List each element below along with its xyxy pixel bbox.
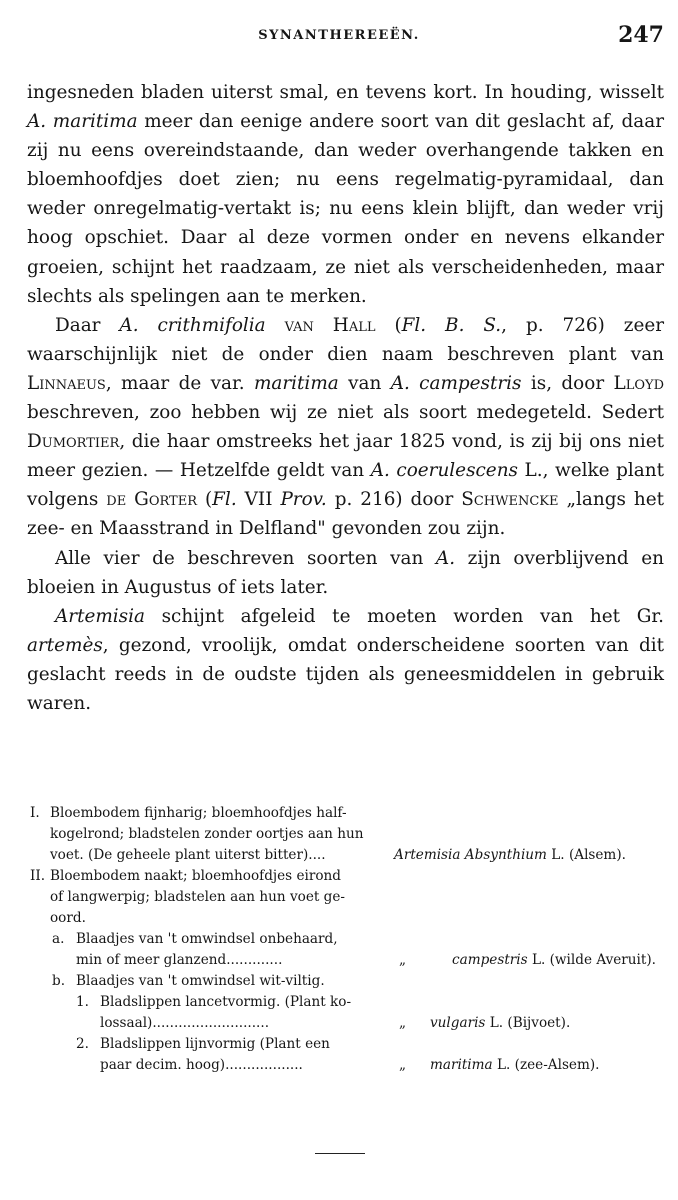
author-common-name: L. (zee-Alsem). bbox=[492, 1057, 600, 1073]
key-line: oord. bbox=[50, 910, 86, 926]
key-description bbox=[50, 866, 345, 929]
key-line: voet. (De geheele plant uiterst bitter).... bbox=[50, 847, 326, 863]
taxon-name: Artemisia Absynthium bbox=[394, 847, 547, 863]
key-line: Blaadjes van 't omwindsel wit-viltig. bbox=[76, 973, 325, 989]
key-line: lossaal)........................... bbox=[100, 1015, 270, 1031]
text-run: ingesneden bladen uiterst smal, en tevens kort. In houding, wisselt bbox=[27, 82, 664, 103]
key-line: Blaadjes van 't omwindsel onbehaard, bbox=[76, 931, 338, 947]
key-number: 1. bbox=[76, 994, 89, 1010]
key-number: a. bbox=[52, 931, 65, 947]
key-number: II. bbox=[30, 868, 46, 884]
ditto-mark: „ bbox=[399, 952, 407, 968]
key-number: 2. bbox=[76, 1036, 89, 1052]
paragraph-1 bbox=[27, 78, 664, 311]
author-name: de Gorter bbox=[106, 489, 198, 511]
text-run: zijn overblijvend en bloeien in Augustus of iets later. bbox=[27, 547, 665, 598]
text-run: is, door bbox=[521, 372, 614, 394]
author-common-name: L. (wilde Averuit). bbox=[527, 952, 656, 968]
text-run: VII bbox=[236, 489, 281, 511]
paragraph-2 bbox=[27, 311, 664, 544]
key-result bbox=[394, 845, 626, 866]
key-description bbox=[76, 929, 338, 971]
author-common-name: L. (Bijvoet). bbox=[485, 1015, 571, 1031]
key-number: b. bbox=[52, 973, 66, 989]
text-run: „langs het zee- en Maasstrand in Delfland" gevonden zou zijn. bbox=[27, 489, 664, 540]
body-text bbox=[27, 78, 664, 718]
text-run: meer dan eenige andere soort van dit geslacht af, daar zij nu eens overeindstaande, dan weder overhangende takken en bloemhoofdjes doet zien; nu eens regelmatig-pyramidaal, dan weder onregelmatig-vertakt is; nu eens klein blijft, dan weder vrij hoog opschiet. Daar al deze vormen onder en nevens elkander groeien, schijnt het raadzaam, ze niet als verscheidenheden, maar slechts als spelingen aan te merken. bbox=[27, 111, 664, 307]
greek-word: artemès bbox=[27, 634, 103, 656]
key-entry-1 bbox=[76, 992, 660, 1034]
key-entry-II bbox=[30, 866, 660, 929]
key-line: Bloembodem fijnharig; bloemhoofdjes half- bbox=[50, 805, 347, 821]
taxon-name: A. campestris bbox=[390, 372, 522, 394]
text-run: ( bbox=[197, 489, 213, 511]
key-line: Bladslippen lancetvormig. (Plant ko- bbox=[100, 994, 352, 1010]
author-name: van Hall bbox=[265, 314, 376, 336]
key-description bbox=[76, 971, 325, 992]
key-description bbox=[100, 992, 351, 1034]
key-line: of langwerpig; bladstelen aan hun voet ge- bbox=[50, 889, 345, 905]
text-run: , gezond, vroolijk, omdat onderscheidene soorten van dit geslacht reeds in de oudste tijden als geneesmiddelen in gebruik waren. bbox=[27, 634, 664, 714]
taxon-name: Artemisia bbox=[55, 605, 145, 627]
author-common-name: L. (Alsem). bbox=[546, 847, 626, 863]
text-run: p. 216) door bbox=[326, 489, 462, 511]
ditto-mark: „ bbox=[399, 1057, 407, 1073]
key-line: paar decim. hoog).................. bbox=[100, 1057, 303, 1073]
taxon-name: A. coerulescens bbox=[370, 460, 518, 482]
ditto-mark: „ bbox=[399, 1015, 407, 1031]
text-run: Daar bbox=[55, 314, 120, 336]
taxon-name: A. bbox=[435, 547, 456, 569]
text-run: , maar de var. bbox=[105, 372, 254, 394]
text-run: , die haar omstreeks het jaar 1825 vond, is zij bij ons niet meer gezien. — Hetzelfde geldt van bbox=[27, 431, 664, 482]
taxon-name: maritima bbox=[430, 1057, 493, 1073]
key-description bbox=[50, 803, 363, 866]
paragraph-4 bbox=[27, 602, 664, 718]
text-run: beschreven, zoo hebben wij ze niet als soort medegeteld. Sedert bbox=[27, 402, 664, 424]
key-line: Bladslippen lijnvormig (Plant een bbox=[100, 1036, 330, 1052]
key-line: Bloembodem naakt; bloemhoofdjes eirond bbox=[50, 868, 341, 884]
key-entry-I bbox=[30, 803, 660, 866]
text-run: ( bbox=[375, 314, 402, 336]
determination-key bbox=[30, 803, 660, 1076]
author-name: Lloyd bbox=[613, 372, 665, 394]
taxon-name: maritima bbox=[52, 111, 138, 133]
paragraph-3 bbox=[27, 544, 664, 602]
citation: Fl. bbox=[212, 489, 237, 511]
text-run: Alle vier de beschreven soorten van bbox=[55, 547, 436, 569]
page-number: 247 bbox=[618, 22, 664, 48]
taxon-name: maritima bbox=[253, 372, 339, 394]
text-run-italic: A. bbox=[27, 111, 53, 133]
key-result bbox=[452, 950, 656, 971]
key-entry-b bbox=[52, 971, 660, 992]
text-run: L., welke plant volgens bbox=[27, 460, 664, 511]
end-rule bbox=[315, 1153, 365, 1154]
author-name: Dumortier bbox=[27, 431, 120, 453]
key-number: I. bbox=[30, 805, 40, 821]
key-result bbox=[430, 1013, 570, 1034]
taxon-name: A. crithmifolia bbox=[119, 314, 266, 336]
taxon-name: vulgaris bbox=[430, 1015, 486, 1031]
taxon-name: campestris bbox=[452, 952, 528, 968]
citation: Fl. B. S. bbox=[401, 314, 502, 336]
key-entry-a bbox=[52, 929, 660, 971]
key-line: kogelrond; bladstelen zonder oortjes aan hun bbox=[50, 826, 364, 842]
text-run: schijnt afgeleid te moeten worden van het Gr. bbox=[144, 605, 664, 627]
key-description bbox=[100, 1034, 330, 1076]
author-name: Linnaeus bbox=[27, 372, 106, 394]
citation: Prov. bbox=[280, 489, 327, 511]
key-entry-2 bbox=[76, 1034, 660, 1076]
key-result bbox=[430, 1055, 600, 1076]
author-name: Schwencke bbox=[461, 489, 559, 511]
text-run: , p. 726) zeer waarschijnlijk niet de onder dien naam beschreven plant van bbox=[27, 314, 665, 365]
key-line: min of meer glanzend............. bbox=[76, 952, 283, 968]
running-title: SYNANTHEREEËN. bbox=[258, 28, 420, 43]
text-run: van bbox=[338, 372, 391, 394]
